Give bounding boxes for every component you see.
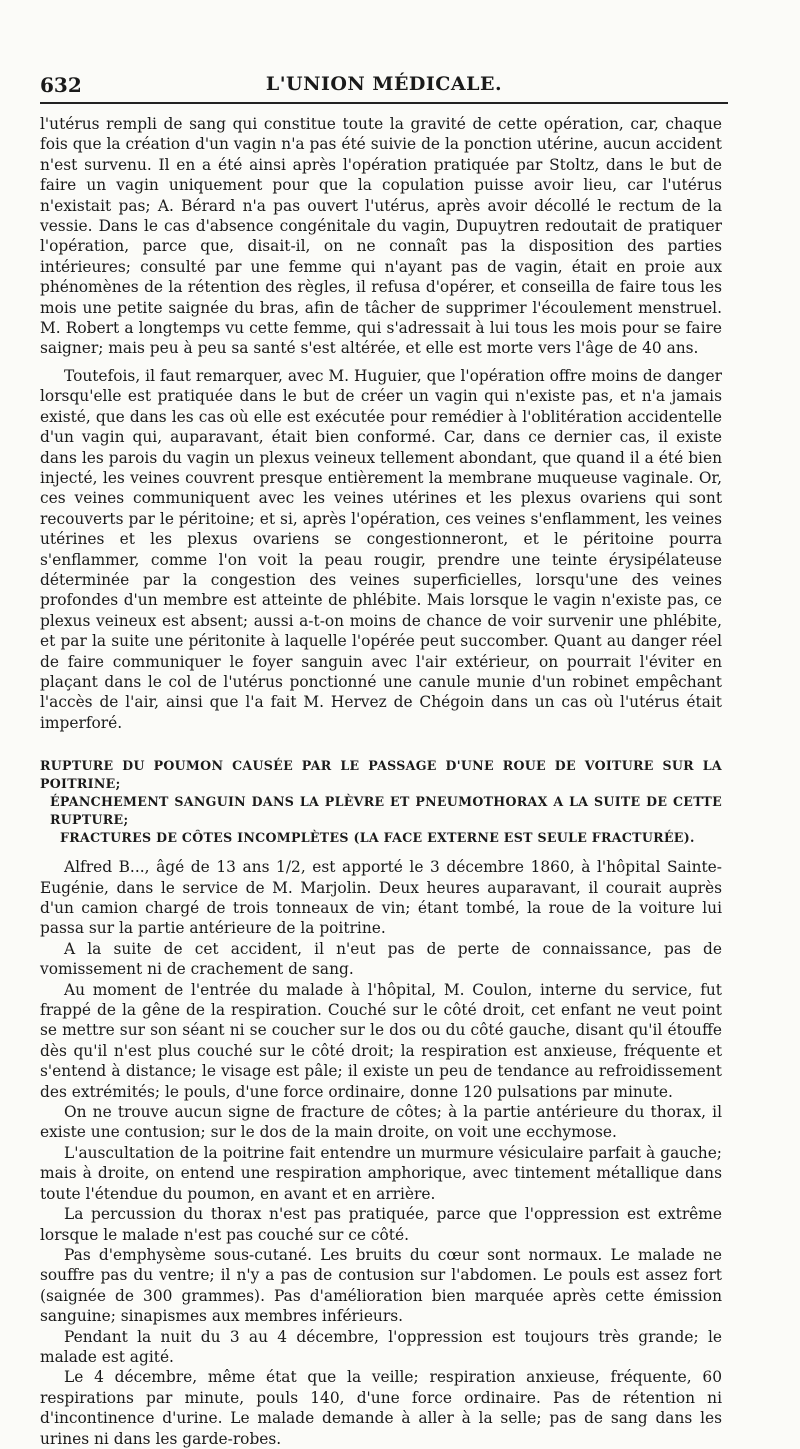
case-paragraph: A la suite de cet accident, il n'eut pas de perte de connaissance, pas de vomissement ni de crachement de sang. [40, 939, 722, 979]
body-text [40, 114, 722, 1449]
header-rule [40, 102, 728, 104]
section-heading-line: FRACTURES DE CÔTES INCOMPLÈTES (LA FACE EXTERNE EST SEULE FRACTURÉE). [60, 830, 695, 846]
case-paragraph: Pas d'emphysème sous-cutané. Les bruits du cœur sont normaux. Le malade ne souffre pas du ventre; il n'y a pas de contusion sur l'abdomen. Le pouls est assez fort (saignée de 300 grammes). Pas d'amélioration bien marquée après cette émission sanguine; sinapismes aux membres inférieurs. [40, 1245, 722, 1326]
running-head: L'UNION MÉDICALE. [265, 73, 503, 95]
case-paragraph: L'auscultation de la poitrine fait entendre un murmure vésiculaire parfait à gauche; mais à droite, on entend une respiration amphorique, avec tintement métallique dans toute l'étendue du poumon, en avant et en arrière. [40, 1143, 722, 1203]
section-heading-line: RUPTURE DU POUMON CAUSÉE PAR LE PASSAGE D'UNE ROUE DE VOITURE SUR LA POITRINE; [40, 758, 722, 792]
case-paragraph: Pendant la nuit du 3 au 4 décembre, l'oppression est toujours très grande; le malade est agité. [40, 1327, 722, 1366]
case-paragraph: Au moment de l'entrée du malade à l'hôpital, M. Coulon, interne du service, fut frappé de la gêne de la respiration. Couché sur le côté droit, cet enfant ne veut point se mettre sur son séant ni se coucher sur le dos ou du côté gauche, disant qu'il étouffe dès qu'il n'est plus couché sur le côté droit; la respiration est anxieuse, fréquente et s'entend à distance; le visage est pâle; il existe un peu de tendance au refroidissement des extrémités; le pouls, d'une force ordinaire, donne 120 pulsations par minute. [40, 980, 722, 1101]
page-number: 632 [40, 73, 82, 97]
case-paragraph: La percussion du thorax n'est pas pratiquée, parce que l'oppression est extrême lorsque le malade n'est pas couché sur ce côté. [40, 1205, 722, 1244]
case-paragraph: Le 4 décembre, même état que la veille; respiration anxieuse, fréquente, 60 respirations par minute, pouls 140, d'une force ordinaire. Pas de rétention ni d'incontinence d'urine. Le malade demande à aller à la selle; pas de sang dans les urines ni dans les garde-robes. [40, 1368, 722, 1448]
section-heading [40, 757, 722, 847]
paragraph: l'utérus rempli de sang qui constitue toute la gravité de cette opération, car, chaque fois que la création d'un vagin n'a pas été suivie de la ponction utérine, aucun accident n'est survenu. Il en a été ainsi après l'opération pratiquée par Stoltz, dans le but de faire un vagin uniquement pour que la copulation puisse avoir lieu, car l'utérus n'existait pas; A. Bérard n'a pas ouvert l'utérus, après avoir décollé le rectum de la vessie. Dans le cas d'absence congénitale du vagin, Dupuytren redoutait de pratiquer l'opération, parce que, disait-il, on ne connaît pas la disposition des parties intérieures; consulté par une femme qui n'ayant pas de vagin, était en proie aux phénomènes de la rétention des règles, il refusa d'opérer, et conseilla de faire tous les mois une petite saignée du bras, afin de tâcher de supprimer l'écoulement menstruel. M. Robert a longtemps vu cette femme, qui s'adressait à lui tous les mois pour se faire saigner; mais peu à peu sa santé s'est altérée, et elle est morte vers l'âge de 40 ans. [40, 115, 722, 358]
paragraph: Toutefois, il faut remarquer, avec M. Huguier, que l'opération offre moins de danger lorsqu'elle est pratiquée dans le but de créer un vagin qui n'existe pas, et n'a jamais existé, que dans les cas où elle est exécutée pour remédier à l'oblitération accidentelle d'un vagin qui, auparavant, était bien conformé. Car, dans ce dernier cas, il existe dans les parois du vagin un plexus veineux tellement abondant, que quand il a été bien injecté, les veines couvrent presque entièrement la membrane muqueuse vaginale. Or, ces veines communiquent avec les veines utérines et les plexus ovariens qui sont recouverts par le péritoine; et si, après l'opération, ces veines s'enflamment, les veines utérines et les plexus ovariens se congestionneront, et le péritoine pourra s'enflammer, comme l'on voit la peau rougir, prendre une teinte érysipélateuse déterminée par la congestion des veines superficielles, lorsqu'une des veines profondes d'un membre est atteinte de phlébite. Mais lorsque le vagin n'existe pas, ce plexus veineux est absent; aussi a-t-on moins de chance de voir survenir une phlébite, et par la suite une péritonite à laquelle l'opérée peut succomber. Quant au danger réel de faire communiquer le foyer sanguin avec l'air extérieur, on pourrait l'éviter en plaçant dans le col de l'utérus ponctionné une canule munie d'un robinet empêchant l'accès de l'air, ainsi que l'a fait M. Hervez de Chégoin dans un cas où l'utérus était imperforé. [40, 366, 722, 732]
page-header [40, 0, 728, 100]
case-paragraph: Alfred B..., âgé de 13 ans 1/2, est apporté le 3 décembre 1860, à l'hôpital Sainte-Eugénie, dans le service de M. Marjolin. Deux heures auparavant, il courait auprès d'un camion chargé de trois tonneaux de vin; étant tombé, la roue de la voiture lui passa sur la partie antérieure de la poitrine. [40, 858, 722, 938]
section-heading-line: ÉPANCHEMENT SANGUIN DANS LA PLÈVRE ET PNEUMOTHORAX A LA SUITE DE CETTE RUPTURE; [50, 794, 722, 828]
case-paragraph: On ne trouve aucun signe de fracture de côtes; à la partie antérieure du thorax, il existe une contusion; sur le dos de la main droite, on voit une ecchymose. [40, 1103, 722, 1142]
